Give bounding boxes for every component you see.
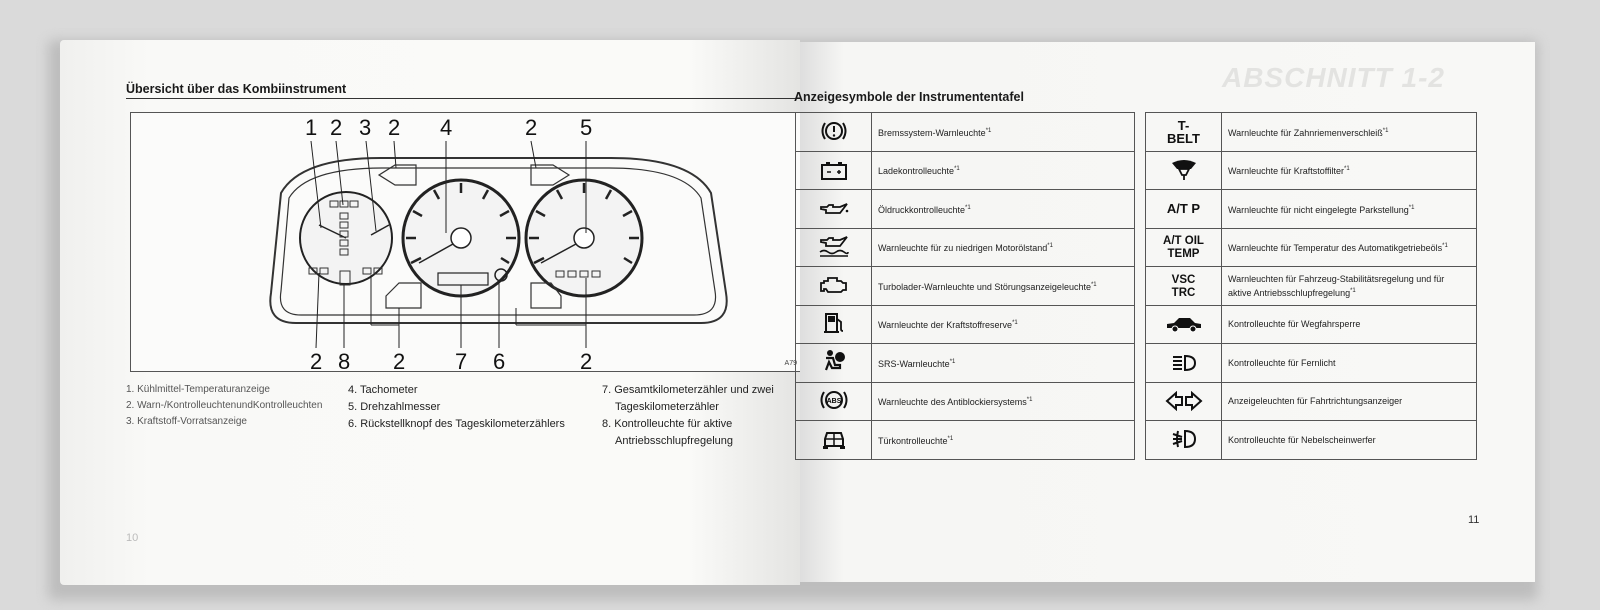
symbol-cell xyxy=(1146,113,1222,152)
door-open-icon xyxy=(812,424,856,454)
left-page xyxy=(60,40,800,585)
symbol-row xyxy=(1146,344,1477,383)
footnote-marker: *1 xyxy=(1382,127,1389,134)
symbol-cell xyxy=(796,267,872,306)
symbol-description: Ladekontrolleuchte xyxy=(878,166,955,177)
callout-2e: 2 xyxy=(393,349,406,373)
symbol-description: Turbolader-Warnleuchte und Störungsanzeigeleuchte xyxy=(878,281,1091,292)
battery-charge-icon xyxy=(812,155,856,185)
footnote-marker: *1 xyxy=(1047,243,1053,250)
symbol-cell xyxy=(1146,344,1222,383)
footnote-marker: *1 xyxy=(1442,243,1448,250)
callout-2c: 2 xyxy=(525,115,538,140)
symbol-cell xyxy=(1146,305,1222,344)
legend-column-3 xyxy=(602,382,774,450)
page-number-right: 11 xyxy=(1468,514,1480,526)
symbol-row xyxy=(796,344,1135,383)
callout-2a: 2 xyxy=(330,115,343,140)
symbol-row xyxy=(1146,305,1477,344)
symbol-row xyxy=(1146,382,1477,421)
legend-item: 7. Gesamtkilometerzähler und zwei xyxy=(602,384,774,396)
symbol-cell xyxy=(1146,190,1222,229)
symbol-description: Warnleuchte der Kraftstoffreserve xyxy=(878,320,1013,331)
symbol-description: Warnleuchte für zu niedrigen Motorölstand xyxy=(878,243,1048,254)
symbol-description: Warnleuchte für Zahnriemenverschleiß xyxy=(1228,127,1383,138)
symbol-description-cell xyxy=(872,344,1135,383)
symbol-cell xyxy=(796,305,872,344)
symbol-row xyxy=(796,382,1135,421)
symbol-description: Kontrolleuchte für Nebelscheinwerfer xyxy=(1228,434,1376,445)
footnote-marker: *1 xyxy=(1408,204,1415,211)
symbol-text-icon xyxy=(1162,233,1206,263)
symbol-cell xyxy=(796,228,872,267)
footnote-marker: *1 xyxy=(954,166,960,173)
symbol-description: Bremssystem-Warnleuchte xyxy=(878,127,986,138)
high-beam-icon xyxy=(1162,348,1206,378)
figure-code: A79 xyxy=(784,360,797,367)
right-page-heading: Anzeigesymbole der Instrumententafel xyxy=(794,90,1024,104)
turn-signal-icon xyxy=(1162,386,1206,416)
footnote-marker: *1 xyxy=(949,358,956,365)
symbol-text-icon xyxy=(1162,194,1206,224)
brake-warning-icon xyxy=(812,116,856,146)
symbol-description-cell xyxy=(872,228,1135,267)
callout-5: 5 xyxy=(580,115,593,140)
symbol-description: Warnleuchte für Kraftstoffilter xyxy=(1228,166,1345,177)
footnote-marker: *1 xyxy=(1344,166,1350,173)
symbol-row xyxy=(796,421,1135,460)
callout-1: 1 xyxy=(305,115,318,140)
legend-item: Antriebsschlupfregelung xyxy=(615,435,734,447)
symbol-description: Warnleuchten für Fahrzeug-Stabilitätsregelung und für aktive Antriebsschlupfregelung xyxy=(1228,273,1445,298)
symbol-description-cell xyxy=(1222,421,1477,460)
symbol-cell xyxy=(1146,228,1222,267)
low-oil-level-icon xyxy=(812,231,856,261)
footnote-marker: *1 xyxy=(965,204,971,211)
symbol-description-cell xyxy=(1222,305,1477,344)
footnote-marker: *1 xyxy=(1012,320,1018,327)
callout-8: 8 xyxy=(338,349,351,373)
footnote-marker: *1 xyxy=(1350,287,1356,294)
heading-rule xyxy=(126,98,806,99)
symbol-description-cell xyxy=(1222,190,1477,229)
symbol-description: Öldruckkontrolleuchte xyxy=(878,204,966,215)
symbol-description-cell xyxy=(1222,344,1477,383)
callouts-bottom xyxy=(310,349,592,373)
speedometer-gauge xyxy=(403,180,519,296)
symbol-cell xyxy=(1146,382,1222,421)
legend-column-1 xyxy=(126,382,322,430)
symbol-table-right xyxy=(1145,112,1477,460)
fuel-pump-icon xyxy=(812,308,856,338)
symbol-description-cell xyxy=(872,151,1135,190)
symbol-row xyxy=(796,305,1135,344)
symbol-row xyxy=(1146,113,1477,152)
left-page-heading: Übersicht über das Kombiinstrument xyxy=(126,82,347,96)
symbol-cell xyxy=(1146,267,1222,306)
symbol-description-cell xyxy=(872,267,1135,306)
symbol-description-cell xyxy=(872,190,1135,229)
symbol-description: Anzeigeleuchten für Fahrtrichtungsanzeiger xyxy=(1228,396,1403,407)
symbol-text: T-BELT xyxy=(1167,117,1200,146)
callout-2d: 2 xyxy=(310,349,323,373)
symbol-description: SRS-Warnleuchte xyxy=(878,358,950,369)
instrument-cluster-figure xyxy=(130,112,802,372)
symbol-row xyxy=(796,151,1135,190)
symbol-description: Warnleuchte für Temperatur des Automatikgetriebeöls xyxy=(1228,243,1443,254)
right-page xyxy=(794,42,1535,582)
airbag-srs-icon xyxy=(812,346,856,376)
symbol-text: A/T P xyxy=(1166,201,1201,217)
svg-text:ABS: ABS xyxy=(826,398,841,406)
callout-7: 7 xyxy=(455,349,468,373)
symbol-cell xyxy=(796,421,872,460)
symbol-row xyxy=(796,190,1135,229)
fuel-filter-icon xyxy=(1162,154,1206,184)
footnote-marker: *1 xyxy=(1026,397,1033,404)
legend-item: 4. Tachometer xyxy=(348,384,418,396)
tachometer-gauge xyxy=(526,180,642,296)
legend-column-2 xyxy=(348,382,565,433)
page-number-left: 10 xyxy=(126,532,139,544)
symbol-row xyxy=(796,267,1135,306)
symbol-cell xyxy=(796,382,872,421)
callout-2f: 2 xyxy=(580,349,593,373)
legend-item: 3. Kraftstoff-Vorratsanzeige xyxy=(126,416,247,427)
symbol-description-cell xyxy=(1222,228,1477,267)
symbol-description: Türkontrolleuchte xyxy=(878,435,948,446)
symbol-description-cell xyxy=(872,113,1135,152)
symbol-row xyxy=(796,228,1135,267)
abs-icon xyxy=(812,385,856,415)
callout-4: 4 xyxy=(440,115,453,140)
legend-item: 8. Kontrolleuchte für aktive xyxy=(602,418,733,430)
callout-3: 3 xyxy=(359,115,372,140)
symbol-description-cell xyxy=(872,421,1135,460)
symbol-row xyxy=(1146,228,1477,267)
legend-item: 6. Rückstellknopf des Tageskilometerzählers xyxy=(348,418,565,430)
symbol-cell xyxy=(1146,151,1222,190)
symbol-cell xyxy=(796,190,872,229)
symbol-description: Kontrolleuchte für Fernlicht xyxy=(1228,357,1336,368)
symbol-row xyxy=(1146,151,1477,190)
immobilizer-car-icon xyxy=(1162,309,1206,339)
symbol-description-cell xyxy=(872,382,1135,421)
callout-6: 6 xyxy=(493,349,506,373)
temperature-fuel-gauge xyxy=(300,192,392,285)
symbol-cell xyxy=(1146,421,1222,460)
instrument-cluster-diagram xyxy=(131,113,803,373)
section-header: ABSCHNITT 1-2 xyxy=(1221,62,1445,93)
engine-check-icon xyxy=(812,270,856,300)
symbol-row xyxy=(1146,421,1477,460)
symbol-description-cell xyxy=(1222,151,1477,190)
footnote-marker: *1 xyxy=(947,435,954,442)
symbol-row xyxy=(1146,267,1477,306)
symbol-description-cell xyxy=(872,305,1135,344)
symbol-description-cell xyxy=(1222,382,1477,421)
symbol-description: Kontrolleuchte für Wegfahrsperre xyxy=(1228,319,1361,330)
symbol-description-cell xyxy=(1222,267,1477,306)
legend-item: 2. Warn-/KontrolleuchtenundKontrolleuchten xyxy=(126,400,323,411)
symbol-row xyxy=(1146,190,1477,229)
symbol-cell xyxy=(796,344,872,383)
symbol-table-left xyxy=(795,112,1135,460)
symbol-row xyxy=(796,113,1135,152)
symbol-cell xyxy=(796,113,872,152)
oil-pressure-icon xyxy=(812,194,856,224)
legend-item: 1. Kühlmittel-Temperaturanzeige xyxy=(126,384,270,395)
symbol-text: A/T OIL TEMP xyxy=(1163,235,1204,261)
symbol-text: VSC TRC xyxy=(1171,273,1196,299)
legend-item: 5. Drehzahlmesser xyxy=(348,401,441,413)
symbol-description: Warnleuchte für nicht eingelegte Parkstellung xyxy=(1228,204,1409,215)
callouts-top xyxy=(305,115,592,140)
footnote-marker: *1 xyxy=(1090,281,1097,288)
callout-2b: 2 xyxy=(388,115,401,140)
symbol-description: Warnleuchte des Antiblockiersystems xyxy=(878,397,1027,408)
symbol-text-icon xyxy=(1162,272,1206,302)
fog-light-icon xyxy=(1162,424,1206,454)
symbol-text-icon xyxy=(1162,117,1206,147)
legend-item: Tageskilometerzähler xyxy=(615,401,719,413)
symbol-description-cell xyxy=(1222,113,1477,152)
symbol-cell xyxy=(796,151,872,190)
footnote-marker: *1 xyxy=(985,127,992,134)
